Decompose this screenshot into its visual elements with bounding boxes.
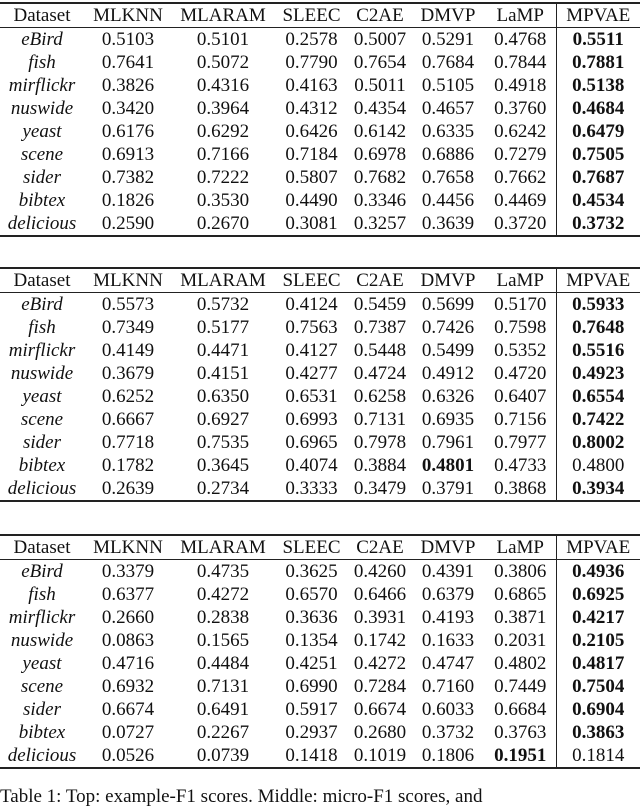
column-header: DMVP bbox=[420, 5, 476, 26]
score-cell: 0.6350 bbox=[196, 386, 250, 407]
score-cell: 0.4657 bbox=[421, 98, 475, 119]
score-cell: 0.1633 bbox=[421, 630, 475, 651]
score-cell: 0.4484 bbox=[196, 653, 250, 674]
score-cell: 0.4391 bbox=[421, 561, 475, 582]
score-cell: 0.4923 bbox=[556, 362, 640, 385]
column-header: MLARAM bbox=[180, 537, 266, 558]
score-cell: 0.3806 bbox=[494, 561, 547, 582]
column-header: LaMP bbox=[496, 537, 544, 558]
score-cell: 0.2639 bbox=[101, 478, 155, 499]
score-cell: 0.4316 bbox=[196, 75, 250, 96]
score-cell: 0.2105 bbox=[556, 629, 640, 652]
score-cell: 0.6033 bbox=[421, 699, 475, 720]
score-cell: 0.4312 bbox=[285, 98, 338, 119]
score-cell: 0.4354 bbox=[353, 98, 407, 119]
score-cell: 0.3720 bbox=[494, 213, 547, 234]
dataset-name: mirflickr bbox=[8, 75, 76, 96]
score-cell: 0.3826 bbox=[101, 75, 155, 96]
score-cell: 0.6426 bbox=[285, 121, 338, 142]
table-row bbox=[0, 28, 640, 52]
score-cell: 0.6913 bbox=[101, 144, 155, 165]
dataset-name: mirflickr bbox=[8, 340, 76, 361]
dataset-name: fish bbox=[28, 52, 56, 73]
score-cell: 0.4768 bbox=[494, 29, 547, 50]
dataset-name: nuswide bbox=[10, 98, 74, 119]
table-row bbox=[0, 744, 640, 768]
score-cell: 0.6993 bbox=[285, 409, 338, 430]
column-header: C2AE bbox=[356, 537, 404, 558]
score-cell: 0.3884 bbox=[353, 455, 407, 476]
score-cell: 0.5917 bbox=[285, 699, 338, 720]
score-cell: 0.7961 bbox=[421, 432, 475, 453]
score-cell: 0.6674 bbox=[101, 699, 155, 720]
score-cell: 0.3081 bbox=[285, 213, 338, 234]
score-cell: 0.5352 bbox=[494, 340, 547, 361]
column-header: MLARAM bbox=[180, 5, 266, 26]
score-cell: 0.4918 bbox=[494, 75, 547, 96]
score-cell: 0.7156 bbox=[494, 409, 547, 430]
score-cell: 0.3760 bbox=[494, 98, 547, 119]
score-cell: 0.6491 bbox=[196, 699, 250, 720]
score-cell: 0.6258 bbox=[353, 386, 407, 407]
score-cell: 0.2937 bbox=[285, 722, 338, 743]
score-cell: 0.1951 bbox=[494, 745, 547, 766]
score-cell: 0.6176 bbox=[101, 121, 155, 142]
score-cell: 0.1782 bbox=[101, 455, 155, 476]
table-row bbox=[0, 385, 640, 408]
score-cell: 0.7184 bbox=[285, 144, 338, 165]
score-cell: 0.3732 bbox=[556, 212, 640, 236]
dataset-name: bibtex bbox=[18, 722, 66, 743]
score-cell: 0.7881 bbox=[556, 51, 640, 74]
score-cell: 0.5499 bbox=[421, 340, 475, 361]
score-cell: 0.3679 bbox=[101, 363, 155, 384]
score-cell: 0.7349 bbox=[101, 317, 155, 338]
score-cell: 0.4469 bbox=[494, 190, 547, 211]
score-cell: 0.4163 bbox=[285, 75, 338, 96]
score-cell: 0.5732 bbox=[196, 294, 250, 315]
score-cell: 0.3420 bbox=[101, 98, 155, 119]
dataset-name: bibtex bbox=[18, 190, 66, 211]
score-cell: 0.6932 bbox=[101, 676, 155, 697]
score-cell: 0.4733 bbox=[494, 455, 547, 476]
dataset-name: nuswide bbox=[10, 630, 74, 651]
score-cell: 0.7687 bbox=[556, 166, 640, 189]
dataset-name: fish bbox=[28, 317, 56, 338]
score-cell: 0.4802 bbox=[494, 653, 547, 674]
score-cell: 0.5516 bbox=[556, 339, 640, 362]
score-cell: 0.6684 bbox=[494, 699, 547, 720]
table-row bbox=[0, 652, 640, 675]
score-cell: 0.3625 bbox=[285, 561, 338, 582]
score-cell: 0.6667 bbox=[101, 409, 155, 430]
score-cell: 0.4456 bbox=[421, 190, 475, 211]
score-cell: 0.4720 bbox=[494, 363, 547, 384]
score-cell: 0.2660 bbox=[101, 607, 155, 628]
table-row bbox=[0, 477, 640, 501]
score-cell: 0.4471 bbox=[196, 340, 250, 361]
score-cell: 0.3479 bbox=[353, 478, 407, 499]
dataset-name: fish bbox=[28, 584, 56, 605]
dataset-name: bibtex bbox=[18, 455, 66, 476]
score-cell: 0.4724 bbox=[353, 363, 407, 384]
dataset-name: yeast bbox=[22, 386, 62, 407]
score-cell: 0.7654 bbox=[353, 52, 407, 73]
table-caption: Table 1: Top: example-F1 scores. Middle: micro-F1 scores, and bbox=[0, 786, 483, 807]
column-header: LaMP bbox=[496, 270, 544, 291]
score-cell: 0.3645 bbox=[196, 455, 250, 476]
score-cell: 0.6479 bbox=[556, 120, 640, 143]
score-cell: 0.4260 bbox=[353, 561, 407, 582]
table-row bbox=[0, 316, 640, 339]
score-cell: 0.5177 bbox=[196, 317, 250, 338]
score-cell: 0.7505 bbox=[556, 143, 640, 166]
score-cell: 0.6554 bbox=[556, 385, 640, 408]
score-cell: 0.4490 bbox=[285, 190, 338, 211]
score-cell: 0.6865 bbox=[494, 584, 547, 605]
score-cell: 0.7977 bbox=[494, 432, 547, 453]
score-cell: 0.0739 bbox=[196, 745, 250, 766]
score-cell: 0.6466 bbox=[353, 584, 407, 605]
score-cell: 0.0863 bbox=[101, 630, 155, 651]
score-cell: 0.1565 bbox=[196, 630, 250, 651]
dataset-name: delicious bbox=[7, 478, 77, 499]
dataset-name: eBird bbox=[21, 561, 63, 582]
score-cell: 0.3379 bbox=[101, 561, 155, 582]
score-cell: 0.6531 bbox=[285, 386, 338, 407]
score-cell: 0.4151 bbox=[196, 363, 250, 384]
score-cell: 0.6674 bbox=[353, 699, 407, 720]
table-row bbox=[0, 120, 640, 143]
dataset-name: nuswide bbox=[10, 363, 74, 384]
score-cell: 0.7382 bbox=[101, 167, 155, 188]
score-cell: 0.1019 bbox=[353, 745, 407, 766]
score-cell: 0.2590 bbox=[101, 213, 155, 234]
score-cell: 0.4735 bbox=[196, 561, 250, 582]
header-row bbox=[0, 535, 640, 560]
score-cell: 0.5807 bbox=[285, 167, 338, 188]
score-cell: 0.6242 bbox=[494, 121, 547, 142]
results-table-middle-micro-f1 bbox=[0, 267, 640, 502]
score-cell: 0.6142 bbox=[353, 121, 407, 142]
score-cell: 0.4716 bbox=[101, 653, 155, 674]
dataset-name: mirflickr bbox=[8, 607, 76, 628]
score-cell: 0.5138 bbox=[556, 74, 640, 97]
score-cell: 0.4193 bbox=[421, 607, 475, 628]
score-cell: 0.3639 bbox=[421, 213, 475, 234]
table-row bbox=[0, 560, 640, 584]
score-cell: 0.4684 bbox=[556, 97, 640, 120]
column-header: MPVAE bbox=[556, 3, 640, 28]
score-cell: 0.5573 bbox=[101, 294, 155, 315]
score-cell: 0.3530 bbox=[196, 190, 250, 211]
table-row bbox=[0, 339, 640, 362]
table-row bbox=[0, 51, 640, 74]
score-cell: 0.2578 bbox=[285, 29, 338, 50]
score-cell: 0.0727 bbox=[101, 722, 155, 743]
score-cell: 0.6335 bbox=[421, 121, 475, 142]
score-cell: 0.3333 bbox=[285, 478, 338, 499]
table-row bbox=[0, 431, 640, 454]
score-cell: 0.5448 bbox=[353, 340, 407, 361]
column-header: SLEEC bbox=[282, 270, 341, 291]
score-cell: 0.7648 bbox=[556, 316, 640, 339]
column-header: Dataset bbox=[13, 5, 71, 26]
score-cell: 0.1742 bbox=[353, 630, 407, 651]
score-cell: 0.3868 bbox=[494, 478, 547, 499]
score-cell: 0.1418 bbox=[285, 745, 338, 766]
score-cell: 0.7279 bbox=[494, 144, 547, 165]
score-cell: 0.7131 bbox=[353, 409, 407, 430]
score-cell: 0.6927 bbox=[196, 409, 250, 430]
dataset-name: delicious bbox=[7, 213, 77, 234]
score-cell: 0.4534 bbox=[556, 189, 640, 212]
score-cell: 0.5291 bbox=[421, 29, 475, 50]
score-cell: 0.7682 bbox=[353, 167, 407, 188]
results-table-bottom-macro-f1 bbox=[0, 534, 640, 769]
score-cell: 0.7284 bbox=[353, 676, 407, 697]
table-row bbox=[0, 606, 640, 629]
score-cell: 0.7504 bbox=[556, 675, 640, 698]
score-cell: 0.4149 bbox=[101, 340, 155, 361]
table-row bbox=[0, 698, 640, 721]
score-cell: 0.6990 bbox=[285, 676, 338, 697]
dataset-name: scene bbox=[20, 144, 64, 165]
score-cell: 0.2267 bbox=[196, 722, 250, 743]
score-cell: 0.3934 bbox=[556, 477, 640, 501]
score-cell: 0.3636 bbox=[285, 607, 338, 628]
score-cell: 0.7426 bbox=[421, 317, 475, 338]
score-cell: 0.7563 bbox=[285, 317, 338, 338]
column-header: C2AE bbox=[356, 5, 404, 26]
table-row bbox=[0, 143, 640, 166]
score-cell: 0.3863 bbox=[556, 721, 640, 744]
header-row bbox=[0, 3, 640, 28]
score-cell: 0.4272 bbox=[196, 584, 250, 605]
dataset-name: sider bbox=[23, 699, 61, 720]
column-header: SLEEC bbox=[282, 537, 341, 558]
score-cell: 0.6379 bbox=[421, 584, 475, 605]
table-row bbox=[0, 74, 640, 97]
score-cell: 0.2670 bbox=[196, 213, 250, 234]
dataset-name: yeast bbox=[22, 121, 62, 142]
score-cell: 0.4272 bbox=[353, 653, 407, 674]
dataset-name: eBird bbox=[21, 294, 63, 315]
column-header: MLARAM bbox=[180, 270, 266, 291]
column-header: DMVP bbox=[420, 537, 476, 558]
score-cell: 0.5933 bbox=[556, 293, 640, 317]
dataset-name: yeast bbox=[22, 653, 62, 674]
score-cell: 0.6570 bbox=[285, 584, 338, 605]
score-cell: 0.7535 bbox=[196, 432, 250, 453]
column-header: Dataset bbox=[13, 270, 71, 291]
score-cell: 0.7598 bbox=[494, 317, 547, 338]
column-header: SLEEC bbox=[282, 5, 341, 26]
score-cell: 0.1354 bbox=[285, 630, 338, 651]
results-table-top-example-f1 bbox=[0, 2, 640, 237]
table-row bbox=[0, 166, 640, 189]
score-cell: 0.7662 bbox=[494, 167, 547, 188]
score-cell: 0.6935 bbox=[421, 409, 475, 430]
score-cell: 0.5105 bbox=[421, 75, 475, 96]
table-row bbox=[0, 721, 640, 744]
header-row bbox=[0, 268, 640, 293]
score-cell: 0.5511 bbox=[556, 28, 640, 52]
score-cell: 0.3763 bbox=[494, 722, 547, 743]
score-cell: 0.4217 bbox=[556, 606, 640, 629]
score-cell: 0.5011 bbox=[354, 75, 406, 96]
score-cell: 0.6252 bbox=[101, 386, 155, 407]
score-cell: 0.5072 bbox=[196, 52, 250, 73]
score-cell: 0.1806 bbox=[421, 745, 475, 766]
table-row bbox=[0, 362, 640, 385]
score-cell: 0.7160 bbox=[421, 676, 475, 697]
dataset-name: eBird bbox=[21, 29, 63, 50]
column-header: DMVP bbox=[420, 270, 476, 291]
score-cell: 0.6407 bbox=[494, 386, 547, 407]
score-cell: 0.7641 bbox=[101, 52, 155, 73]
score-cell: 0.6904 bbox=[556, 698, 640, 721]
score-cell: 0.2680 bbox=[353, 722, 407, 743]
score-cell: 0.6925 bbox=[556, 583, 640, 606]
score-cell: 0.7166 bbox=[196, 144, 250, 165]
table-row bbox=[0, 293, 640, 317]
score-cell: 0.6326 bbox=[421, 386, 475, 407]
table-row bbox=[0, 675, 640, 698]
score-cell: 0.6978 bbox=[353, 144, 407, 165]
score-cell: 0.7449 bbox=[494, 676, 547, 697]
score-cell: 0.4251 bbox=[285, 653, 338, 674]
score-cell: 0.4127 bbox=[285, 340, 338, 361]
score-cell: 0.4817 bbox=[556, 652, 640, 675]
score-cell: 0.3791 bbox=[421, 478, 475, 499]
column-header: C2AE bbox=[356, 270, 404, 291]
column-header: LaMP bbox=[496, 5, 544, 26]
column-header: MPVAE bbox=[556, 268, 640, 293]
score-cell: 0.1826 bbox=[101, 190, 155, 211]
score-cell: 0.4277 bbox=[285, 363, 338, 384]
dataset-name: scene bbox=[20, 409, 64, 430]
score-cell: 0.4747 bbox=[421, 653, 475, 674]
score-cell: 0.2838 bbox=[196, 607, 250, 628]
score-cell: 0.6965 bbox=[285, 432, 338, 453]
score-cell: 0.5459 bbox=[353, 294, 407, 315]
table-row bbox=[0, 583, 640, 606]
score-cell: 0.4801 bbox=[421, 455, 475, 476]
table-row bbox=[0, 454, 640, 477]
score-cell: 0.7790 bbox=[285, 52, 338, 73]
score-cell: 0.7222 bbox=[196, 167, 250, 188]
score-cell: 0.5101 bbox=[196, 29, 250, 50]
table-row bbox=[0, 189, 640, 212]
score-cell: 0.5170 bbox=[494, 294, 547, 315]
column-header: MLKNN bbox=[93, 270, 163, 291]
score-cell: 0.6292 bbox=[196, 121, 250, 142]
score-cell: 0.2734 bbox=[196, 478, 250, 499]
score-cell: 0.7718 bbox=[101, 432, 155, 453]
score-cell: 0.8002 bbox=[556, 431, 640, 454]
dataset-name: sider bbox=[23, 167, 61, 188]
score-cell: 0.7131 bbox=[196, 676, 250, 697]
table-row bbox=[0, 212, 640, 236]
score-cell: 0.5007 bbox=[353, 29, 407, 50]
score-cell: 0.7658 bbox=[421, 167, 475, 188]
score-cell: 0.3871 bbox=[494, 607, 547, 628]
score-cell: 0.7978 bbox=[353, 432, 407, 453]
dataset-name: scene bbox=[20, 676, 64, 697]
column-header: MLKNN bbox=[93, 5, 163, 26]
score-cell: 0.4912 bbox=[421, 363, 475, 384]
score-cell: 0.3732 bbox=[421, 722, 475, 743]
score-cell: 0.7844 bbox=[494, 52, 547, 73]
score-cell: 0.5699 bbox=[421, 294, 475, 315]
score-cell: 0.3964 bbox=[196, 98, 250, 119]
dataset-name: sider bbox=[23, 432, 61, 453]
score-cell: 0.5103 bbox=[101, 29, 155, 50]
table-row bbox=[0, 97, 640, 120]
score-cell: 0.3257 bbox=[353, 213, 407, 234]
table-row bbox=[0, 408, 640, 431]
score-cell: 0.4936 bbox=[556, 560, 640, 584]
score-cell: 0.6886 bbox=[421, 144, 475, 165]
score-cell: 0.6377 bbox=[101, 584, 155, 605]
column-header: Dataset bbox=[13, 537, 71, 558]
score-cell: 0.3931 bbox=[353, 607, 407, 628]
score-cell: 0.3346 bbox=[353, 190, 407, 211]
score-cell: 0.7684 bbox=[421, 52, 475, 73]
score-cell: 0.4074 bbox=[285, 455, 338, 476]
dataset-name: delicious bbox=[7, 745, 77, 766]
column-header: MPVAE bbox=[556, 535, 640, 560]
score-cell: 0.4800 bbox=[556, 454, 640, 477]
score-cell: 0.4124 bbox=[285, 294, 338, 315]
column-header: MLKNN bbox=[93, 537, 163, 558]
score-cell: 0.1814 bbox=[556, 744, 640, 768]
score-cell: 0.0526 bbox=[101, 745, 155, 766]
score-cell: 0.7387 bbox=[353, 317, 407, 338]
score-cell: 0.2031 bbox=[494, 630, 547, 651]
score-cell: 0.7422 bbox=[556, 408, 640, 431]
table-row bbox=[0, 629, 640, 652]
